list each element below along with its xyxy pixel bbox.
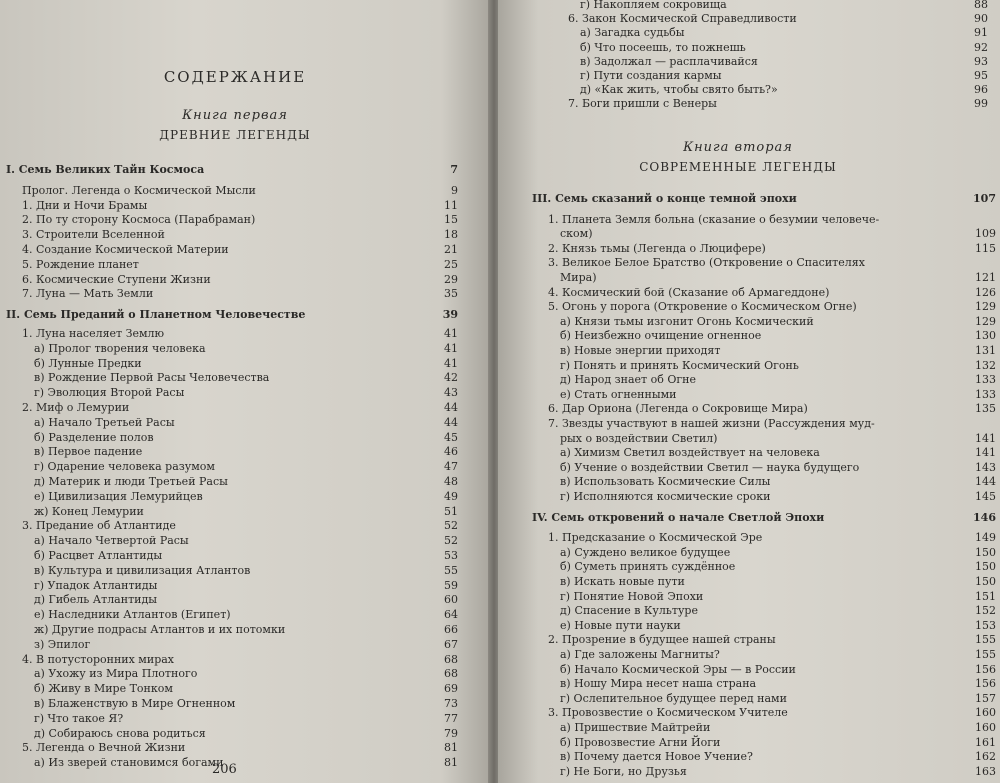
toc-entry-page: 156 — [975, 677, 996, 691]
toc-entry-title: б) Суметь принять суждённое — [560, 560, 736, 574]
toc-entry-page: 91 — [974, 26, 988, 40]
toc-entry-title: 7. Луна — Мать Земли — [22, 287, 154, 301]
toc-entry-title: а) Начало Третьей Расы — [34, 415, 175, 429]
toc-subentry — [34, 431, 458, 445]
toc-entry-page: 133 — [975, 387, 996, 401]
toc-entry-page: 52 — [444, 519, 458, 533]
toc-entry-page: 163 — [975, 764, 996, 778]
toc-entry-page: 151 — [975, 589, 996, 603]
toc-entry — [568, 12, 988, 26]
toc-entry — [548, 256, 996, 270]
toc-entry — [560, 432, 996, 446]
contents-title: СОДЕРЖАНИЕ — [163, 68, 307, 86]
toc-entry-title: г) Эволюция Второй Расы — [34, 386, 185, 400]
toc-entry-page: 150 — [975, 560, 996, 574]
toc-entry-page: 155 — [975, 633, 996, 647]
toc-entry-title: 4. Создание Космической Материи — [22, 243, 229, 256]
toc-entry-page: 81 — [444, 756, 458, 770]
toc-entry-page: 45 — [444, 430, 458, 444]
toc-entry-page: 9 — [451, 183, 458, 197]
toc-entry-page: 150 — [975, 545, 996, 559]
toc-entry-title: 1. Дни и Ночи Брамы — [22, 198, 148, 212]
toc-subentry — [34, 727, 458, 741]
toc-entry-page: 64 — [444, 608, 458, 622]
toc-entry-title: в) Использовать Космические Силы — [560, 475, 771, 489]
toc-entry-page: 73 — [444, 697, 458, 710]
toc-subentry — [560, 619, 996, 633]
toc-entry-title: в) Почему дается Новое Учение? — [560, 750, 753, 764]
toc-entry-title: д) Материк и люди Третьей Расы — [34, 475, 228, 488]
toc-entry-page: 41 — [444, 341, 458, 355]
toc-subentry — [560, 648, 996, 662]
toc-entry-title: в) Культура и цивилизация Атлантов — [34, 563, 251, 577]
toc-subentry — [560, 359, 996, 373]
toc-entry — [548, 417, 996, 431]
toc-entry — [548, 286, 996, 300]
toc-entry-page: 66 — [444, 623, 458, 636]
toc-subentry — [560, 315, 996, 329]
toc-entry-title: 1. Планета Земля больна (сказание о безумии человече- — [548, 212, 880, 226]
toc-entry — [22, 287, 458, 301]
toc-subentry — [580, 83, 988, 97]
toc-entry-title: а) Ухожу из Мира Плотного — [34, 667, 198, 681]
toc-entry — [22, 228, 458, 242]
toc-entry-page: 49 — [444, 489, 458, 503]
toc-entry-page: 39 — [442, 308, 458, 322]
toc-entry-title: е) Цивилизация Лемурийцев — [34, 489, 203, 503]
toc-subentry — [34, 667, 458, 681]
toc-entry-page: 143 — [975, 460, 996, 474]
toc-entry-page: 18 — [444, 228, 458, 242]
toc-entry-page: 150 — [975, 575, 996, 588]
toc-entry-title: в) Блаженствую в Мире Огненном — [34, 697, 236, 710]
toc-entry-page: 41 — [444, 327, 458, 340]
toc-entry-page: 129 — [975, 300, 996, 314]
toc-subentry — [560, 546, 996, 560]
toc-entry-title: г) Понятие Новой Эпохи — [560, 589, 704, 603]
toc-entry-page: 42 — [444, 371, 458, 385]
toc-subentry — [580, 26, 988, 40]
left-page — [0, 0, 490, 783]
toc-entry — [560, 271, 996, 285]
toc-entry-page: 161 — [975, 735, 996, 749]
toc-subentry — [560, 329, 996, 343]
toc-entry-page: 93 — [974, 54, 988, 68]
toc-entry-title: ском) — [560, 227, 593, 241]
toc-subentry — [560, 461, 996, 475]
toc-subentry — [34, 342, 458, 356]
toc-entry-page: 99 — [974, 97, 988, 111]
toc-subentry — [560, 373, 996, 387]
toc-entry-page: 81 — [444, 741, 458, 755]
toc-entry-title: Мира) — [560, 271, 597, 284]
toc-entry-title: 2. Князь тьмы (Легенда о Люцифере) — [548, 241, 766, 255]
toc-entry-title: 3. Великое Белое Братство (Откровение о Спасителях — [548, 256, 865, 270]
toc-entry-title: е) Новые пути науки — [560, 618, 681, 632]
toc-subentry — [580, 41, 988, 55]
toc-entry-page: 145 — [975, 490, 996, 503]
toc-entry-page: 149 — [975, 531, 996, 545]
toc-subentry — [34, 593, 458, 607]
toc-entry-title: 2. Прозрение в будущее нашей страны — [548, 633, 776, 647]
toc-entry-title: в) Рождение Первой Расы Человечества — [34, 371, 270, 385]
toc-entry-page: 53 — [444, 549, 458, 562]
toc-entry-title: г) Пути создания кармы — [580, 69, 722, 82]
right-page — [498, 0, 1000, 783]
toc-entry — [568, 97, 988, 111]
toc-entry — [22, 258, 458, 272]
toc-entry-title: е) Стать огненными — [560, 387, 677, 401]
toc-entry-title: в) Искать новые пути — [560, 575, 685, 588]
toc-entry — [22, 327, 458, 341]
toc-entry-title: б) Живу в Мире Тонком — [34, 682, 173, 696]
toc-entry-page: 126 — [975, 285, 996, 299]
book-two-subtitle: СОВРЕМЕННЫЕ ЛЕГЕНДЫ — [639, 160, 837, 174]
toc-entry-page: 44 — [444, 401, 458, 414]
toc-entry-title: 1. Луна населяет Землю — [22, 327, 165, 340]
book-two-title: Книга вторая — [683, 140, 793, 155]
toc-entry — [22, 213, 458, 227]
toc-entry-title: г) Не Боги, но Друзья — [560, 764, 687, 778]
toc-entry-page: 88 — [974, 0, 988, 11]
toc-subentry — [560, 490, 996, 504]
toc-subentry — [560, 765, 996, 779]
toc-subentry — [560, 475, 996, 489]
toc-section — [6, 308, 458, 322]
toc-subentry — [560, 750, 996, 764]
toc-entry-page: 55 — [444, 563, 458, 577]
toc-entry-title: 5. Легенда о Вечной Жизни — [22, 741, 186, 755]
toc-entry-title: д) Собираюсь снова родиться — [34, 726, 206, 740]
toc-entry-page: 95 — [974, 69, 988, 82]
toc-entry-title: д) «Как жить, чтобы свято быть?» — [580, 83, 778, 97]
toc-entry-title: б) Разделение полов — [34, 430, 154, 444]
toc-entry-title: II. Семь Преданий о Планетном Человечестве — [6, 308, 306, 322]
book-one-subtitle: ДРЕВНИЕ ЛЕГЕНДЫ — [159, 128, 311, 142]
toc-subentry — [34, 712, 458, 726]
toc-entry-page: 68 — [444, 652, 458, 666]
toc-entry — [22, 741, 458, 755]
toc-entry-title: г) Ослепительное будущее перед нами — [560, 691, 787, 705]
toc-entry-title: а) Начало Четвертой Расы — [34, 534, 189, 548]
toc-entry-title: 1. Предсказание о Космической Эре — [548, 531, 763, 545]
toc-entry-title: г) Исполняются космические сроки — [560, 490, 771, 503]
toc-entry-page: 77 — [444, 711, 458, 725]
toc-entry — [22, 401, 458, 415]
toc-subentry — [34, 505, 458, 519]
toc-subentry — [34, 371, 458, 385]
toc-subentry — [34, 638, 458, 652]
toc-entry-title: в) Новые энергии приходят — [560, 344, 721, 357]
toc-entry-title: д) Народ знает об Огне — [560, 373, 696, 387]
toc-entry-page: 21 — [444, 243, 458, 256]
toc-entry — [22, 273, 458, 287]
toc-entry-page: 7 — [450, 163, 458, 176]
toc-subentry — [580, 55, 988, 69]
toc-entry-title: 5. Огонь у порога (Откровение о Космическом Огне) — [548, 300, 857, 314]
toc-entry-title: IV. Семь откровений о начале Светлой Эпохи — [532, 510, 825, 524]
toc-entry-title: г) Накопляем сокровища — [580, 0, 727, 11]
toc-entry-title: III. Семь сказаний о конце темной эпохи — [532, 192, 797, 205]
toc-entry — [548, 706, 996, 720]
toc-entry-title: а) Князи тьмы изгонит Огонь Космический — [560, 314, 814, 328]
toc-subentry — [560, 736, 996, 750]
toc-entry-title: б) Учение о воздействии Светил — наука будущего — [560, 460, 860, 474]
toc-entry-title: а) Суждено великое будущее — [560, 545, 731, 559]
toc-entry-title: в) Первое падение — [34, 445, 143, 459]
toc-entry-page: 109 — [975, 227, 996, 241]
toc-subentry — [580, 0, 988, 12]
toc-entry — [548, 531, 996, 545]
toc-entry-title: г) Одарение человека разумом — [34, 460, 215, 474]
toc-entry-title: 2. По ту сторону Космоса (Парабраман) — [22, 213, 256, 227]
toc-entry — [22, 199, 458, 213]
toc-subentry — [34, 564, 458, 578]
toc-entry-page: 144 — [975, 475, 996, 489]
toc-subentry — [34, 475, 458, 489]
toc-entry-title: I. Семь Великих Тайн Космоса — [6, 163, 205, 176]
toc-entry-page: 43 — [444, 386, 458, 400]
toc-entry-title: 2. Миф о Лемурии — [22, 401, 130, 414]
toc-subentry — [34, 460, 458, 474]
page-number: 206 — [212, 762, 237, 777]
toc-entry-title: 3. Строители Вселенной — [22, 228, 165, 242]
toc-subentry — [560, 590, 996, 604]
toc-entry-page: 46 — [444, 445, 458, 459]
toc-entry-page: 121 — [975, 271, 996, 284]
toc-subentry — [34, 756, 458, 770]
toc-subentry — [34, 623, 458, 637]
toc-subentry — [560, 344, 996, 358]
toc-entry-title: а) Где заложены Магниты? — [560, 648, 720, 661]
toc-entry-page: 92 — [974, 40, 988, 54]
toc-entry-page: 41 — [444, 356, 458, 370]
toc-entry-title: 7. Звезды участвуют в нашей жизни (Рассуждения муд- — [548, 417, 875, 430]
toc-entry-page: 96 — [974, 83, 988, 97]
toc-subentry — [34, 534, 458, 548]
toc-entry-page: 132 — [975, 358, 996, 372]
toc-entry-page: 69 — [444, 682, 458, 696]
toc-subentry — [34, 490, 458, 504]
toc-entry-title: д) Гибель Атлантиды — [34, 593, 158, 607]
toc-entry-page: 29 — [444, 272, 458, 286]
toc-entry-title: 4. В потусторонних мирах — [22, 652, 175, 666]
toc-entry-page: 129 — [975, 314, 996, 328]
toc-entry-page: 160 — [975, 721, 996, 734]
toc-entry-page: 90 — [974, 12, 988, 26]
toc-entry-title: г) Упадок Атлантиды — [34, 578, 158, 592]
toc-entry-page: 160 — [975, 706, 996, 720]
toc-entry-title: Пролог. Легенда о Космической Мысли — [22, 183, 256, 197]
toc-entry-title: в) Ношу Мира несет наша страна — [560, 677, 757, 691]
toc-subentry — [560, 663, 996, 677]
toc-entry-title: ж) Другие подрасы Атлантов и их потомки — [34, 623, 286, 636]
toc-entry-title: б) Лунные Предки — [34, 356, 142, 370]
toc-entry-page: 25 — [444, 257, 458, 271]
toc-entry-title: в) Задолжал — расплачивайся — [580, 54, 758, 68]
toc-entry-page: 133 — [975, 373, 996, 387]
toc-entry — [22, 184, 458, 198]
toc-entry-page: 48 — [444, 475, 458, 488]
toc-subentry — [560, 575, 996, 589]
toc-entry-title: 3. Провозвестие о Космическом Учителе — [548, 706, 788, 720]
toc-entry-page: 146 — [973, 510, 996, 524]
toc-subentry — [34, 445, 458, 459]
toc-entry-page: 11 — [444, 198, 458, 212]
toc-subentry — [34, 682, 458, 696]
toc-subentry — [560, 692, 996, 706]
toc-subentry — [580, 69, 988, 83]
toc-subentry — [560, 677, 996, 691]
toc-entry — [548, 300, 996, 314]
toc-entry — [22, 653, 458, 667]
toc-entry-title: 6. Космические Ступени Жизни — [22, 272, 211, 286]
toc-entry-page: 130 — [975, 329, 996, 343]
toc-entry-page: 131 — [975, 344, 996, 357]
toc-subentry — [34, 386, 458, 400]
toc-entry-title: б) Начало Космической Эры — в России — [560, 662, 796, 676]
book-one-title: Книга первая — [182, 108, 288, 123]
toc-entry-page: 135 — [975, 402, 996, 416]
toc-entry-title: 4. Космический бой (Сказание об Армагеддоне) — [548, 285, 830, 299]
toc-subentry — [34, 549, 458, 563]
toc-entry-page: 44 — [444, 415, 458, 429]
toc-entry-page: 107 — [973, 192, 996, 205]
toc-subentry — [34, 697, 458, 711]
toc-entry — [548, 402, 996, 416]
toc-entry — [548, 213, 996, 227]
toc-entry-title: б) Что посеешь, то пожнешь — [580, 40, 746, 54]
toc-entry-page: 156 — [975, 662, 996, 676]
toc-entry-page: 47 — [444, 460, 458, 474]
toc-entry-title: 5. Рождение планет — [22, 257, 139, 271]
toc-entry-page: 79 — [444, 726, 458, 740]
toc-entry-title: рых о воздействии Светил) — [560, 431, 718, 445]
toc-entry-page: 15 — [444, 213, 458, 227]
toc-entry — [548, 242, 996, 256]
toc-section — [532, 511, 996, 525]
toc-entry-page: 51 — [444, 504, 458, 518]
toc-entry-title: а) Загадка судьбы — [580, 26, 685, 40]
toc-subentry — [560, 721, 996, 735]
toc-entry-page: 157 — [975, 691, 996, 705]
toc-entry-title: б) Неизбежно очищение огненное — [560, 329, 762, 343]
toc-entry-title: б) Провозвестие Агни Йоги — [560, 735, 721, 749]
toc-entry-title: а) Пролог творения человека — [34, 341, 206, 355]
toc-entry-title: г) Понять и принять Космический Огонь — [560, 358, 799, 372]
toc-entry-page: 152 — [975, 604, 996, 618]
toc-entry-page: 162 — [975, 750, 996, 764]
toc-entry-page: 67 — [444, 637, 458, 651]
toc-entry-page: 59 — [444, 578, 458, 592]
toc-entry-page: 155 — [975, 648, 996, 661]
toc-entry-page: 60 — [444, 593, 458, 607]
toc-entry-title: 3. Предание об Атлантиде — [22, 519, 176, 533]
toc-entry-page: 141 — [975, 431, 996, 445]
toc-entry — [548, 633, 996, 647]
toc-subentry — [34, 608, 458, 622]
toc-entry-title: г) Что такое Я? — [34, 711, 124, 725]
toc-subentry — [34, 357, 458, 371]
toc-entry-title: ж) Конец Лемурии — [34, 504, 144, 518]
toc-entry-page: 153 — [975, 618, 996, 632]
toc-subentry — [560, 446, 996, 460]
toc-entry-page: 115 — [975, 241, 996, 255]
toc-subentry — [34, 579, 458, 593]
toc-entry-title: 7. Боги пришли с Венеры — [568, 97, 717, 111]
toc-subentry — [34, 416, 458, 430]
toc-section — [6, 163, 458, 177]
toc-entry-title: 6. Дар Ориона (Легенда о Сокровище Мира) — [548, 402, 808, 416]
toc-entry-title: д) Спасение в Культуре — [560, 604, 698, 618]
toc-entry — [560, 227, 996, 241]
toc-section — [532, 192, 996, 206]
toc-entry-title: 6. Закон Космической Справедливости — [568, 12, 797, 26]
toc-subentry — [560, 388, 996, 402]
toc-entry — [22, 243, 458, 257]
toc-entry-title: е) Наследники Атлантов (Египет) — [34, 608, 231, 622]
toc-subentry — [560, 604, 996, 618]
toc-entry-title: б) Расцвет Атлантиды — [34, 549, 163, 562]
toc-entry — [22, 519, 458, 533]
toc-entry-title: а) Из зверей становимся богами — [34, 756, 224, 770]
toc-subentry — [560, 560, 996, 574]
toc-entry-page: 35 — [444, 287, 458, 301]
toc-entry-page: 68 — [444, 667, 458, 681]
toc-entry-page: 52 — [444, 534, 458, 548]
toc-entry-title: а) Химизм Светил воздействует на человека — [560, 446, 820, 460]
toc-entry-title: з) Эпилог — [34, 637, 91, 651]
toc-entry-title: а) Пришествие Майтрейи — [560, 721, 711, 734]
toc-entry-page: 141 — [975, 446, 996, 460]
